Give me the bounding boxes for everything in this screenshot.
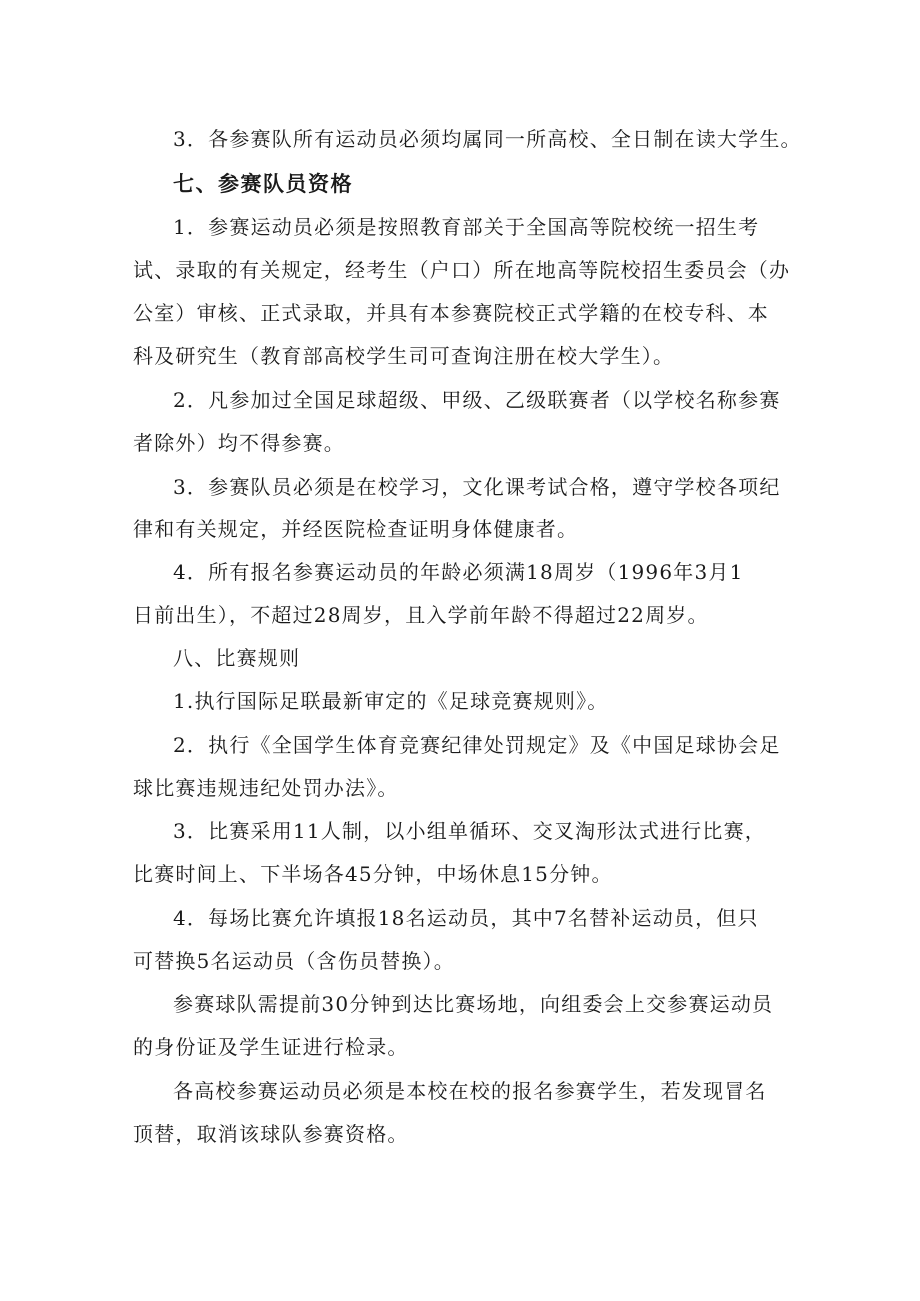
paragraph-7-3-line-1: 3．参赛队员必须是在校学习，文化课考试合格，遵守学校各项纪 [173,475,781,499]
section-heading-player-qualification: 七、参赛队员资格 [173,172,353,196]
paragraph-7-1-line-2: 试、录取的有关规定，经考生（户口）所在地高等院校招生委员会（办 [133,258,791,282]
paragraph-7-1-line-1: 1．参赛运动员必须是按照教育部关于全国高等院校统一招生考 [173,215,760,239]
paragraph-7-4-line-2: 日前出生），不超过28周岁，且入学前年龄不得超过22周岁。 [133,603,709,627]
paragraph-7-2-line-2: 者除外）均不得参赛。 [133,431,345,455]
paragraph-8-2-line-2: 球比赛违规违纪处罚办法》。 [133,776,399,800]
section-heading-match-rules: 八、比赛规则 [173,646,301,670]
paragraph-7-1-line-3: 公室）审核、正式录取，并具有本参赛院校正式学籍的在校专科、本 [133,301,769,325]
paragraph-8-1: 1.执行国际足联最新审定的《足球竞赛规则》。 [173,689,609,713]
paragraph-arrival-line-1: 参赛球队需提前30分钟到达比赛场地，向组委会上交参赛运动员 [173,992,774,1016]
paragraph-fraud-line-2: 顶替，取消该球队参赛资格。 [133,1122,409,1146]
paragraph-8-4-line-1: 4．每场比赛允许填报18名运动员，其中7名替补运动员，但只 [173,906,759,930]
paragraph-7-3-line-2: 律和有关规定，并经医院检查证明身体健康者。 [133,517,579,541]
paragraph-fraud-line-1: 各高校参赛运动员必须是本校在校的报名参赛学生，若发现冒名 [173,1079,767,1103]
paragraph-7-2-line-1: 2．凡参加过全国足球超级、甲级、乙级联赛者（以学校名称参赛 [173,388,781,412]
paragraph-7-1-line-4: 科及研究生（教育部高校学生司可查询注册在校大学生）。 [133,344,675,368]
paragraph-7-4-line-1: 4．所有报名参赛运动员的年龄必须满18周岁（1996年3月1 [173,560,744,584]
paragraph-arrival-line-2: 的身份证及学生证进行检录。 [133,1035,409,1059]
paragraph-8-3-line-1: 3．比赛采用11人制，以小组单循环、交叉淘形汰式进行比赛， [173,819,766,843]
paragraph-8-4-line-2: 可替换5名运动员（含伤员替换）。 [133,949,455,973]
paragraph-team-eligibility-3: 3．各参赛队所有运动员必须均属同一所高校、全日制在读大学生。 [173,127,802,151]
paragraph-8-3-line-2: 比赛时间上、下半场各45分钟，中场休息15分钟。 [133,862,613,886]
paragraph-8-2-line-1: 2．执行《全国学生体育竞赛纪律处罚规定》及《中国足球协会足 [173,733,781,757]
